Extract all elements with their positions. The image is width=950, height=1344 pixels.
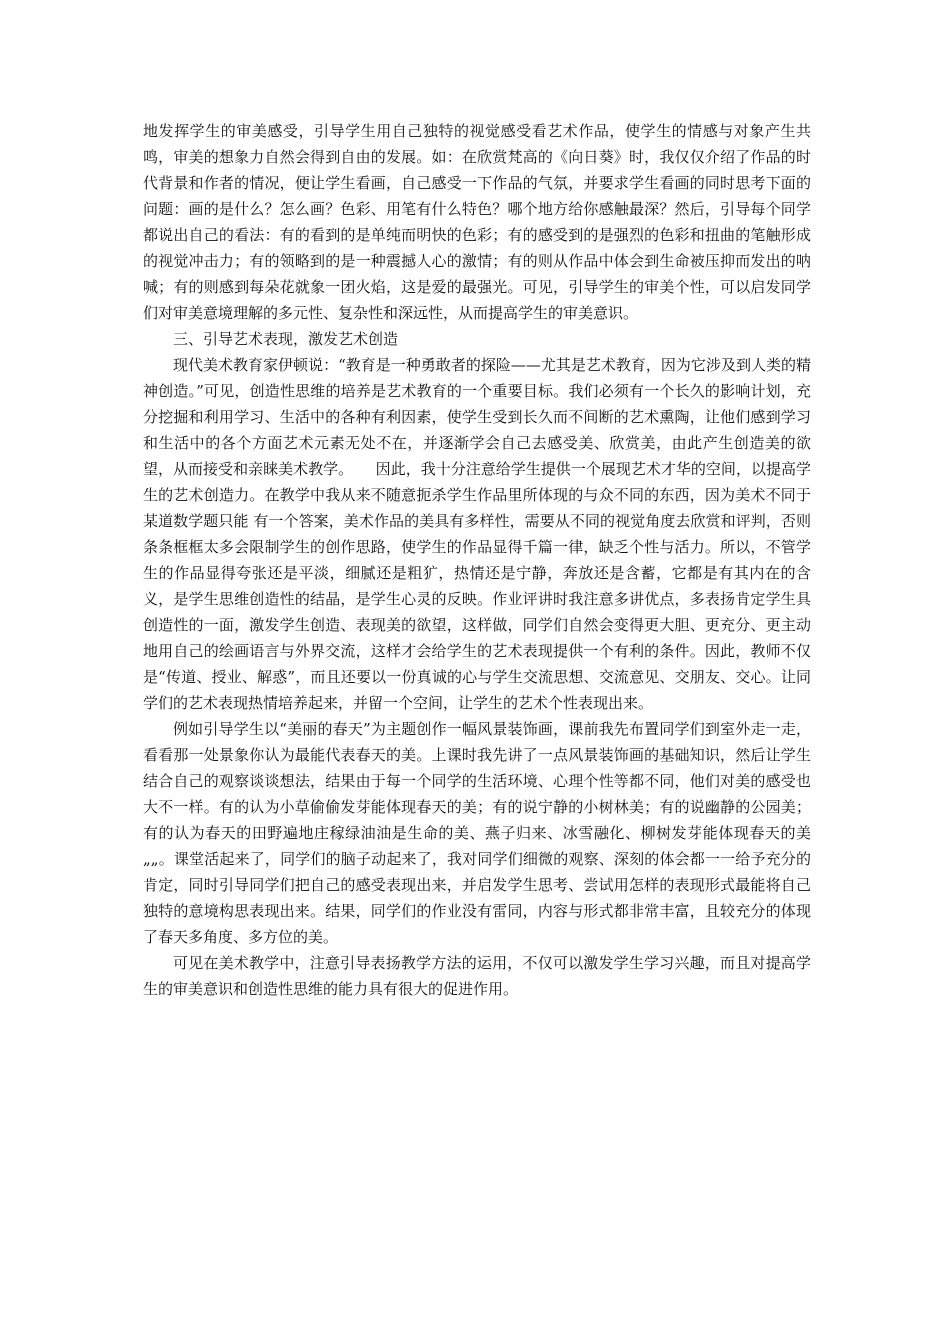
section-heading-art-expression: 三、引导艺术表现，激发艺术创造 [173,330,399,348]
document-body [143,118,811,1002]
paragraph-aesthetic-perception: 地发挥学生的审美感受，引导学生用自己独特的视觉感受看艺术作品，使学生的情感与对象产生共鸣，审美的想象力自然会得到自由的发展。如：在欣赏梵高的《向日葵》时，我仅仅介绍了作品的时代背景和作者的情况，便让学生看画，自己感受一下作品的气氛，并要求学生看画的同时思考下面的问题：画的是什么？怎么画？色彩、用笔有什么特色？哪个地方给你感触最深？然后，引导每个同学都说出自己的看法：有的看到的是单纯而明快的色彩；有的感受到的是强烈的色彩和扭曲的笔触形成的视觉冲击力；有的领略到的是一种震撼人心的激情；有的则从作品中体会到生命被压抑而发出的呐喊；有的则感到每朵花就象一团火焰，这是爱的最强光。可见，引导学生的审美个性，可以启发同学们对审美意境理解的多元性、复杂性和深远性，从而提高学生的审美意识。 [143,122,811,322]
paragraph-creative-thinking: 现代美术教育家伊顿说：“教育是一种勇敢者的探险——尤其是艺术教育，因为它涉及到人类的精神创造。”可见，创造性思维的培养是艺术教育的一个重要目标。我们必须有一个长久的影响计划，充分挖掘和利用学习、生活中的各种有利因素，使学生受到长久而不间断的艺术熏陶，让他们感到学习和生活中的各个方面艺术元素无处不在，并逐渐学会自己去感受美、欣赏美，由此产生创造美的欲望，从而接受和亲睐美术教学。 因此，我十分注意给学生提供一个展现艺术才华的空间，以提高学生的艺术创造力。在教学中我从来不随意扼杀学生作品里所体现的与众不同的东西，因为美术不同于某道数学题只能 有一个答案，美术作品的美具有多样性，需要从不同的视觉角度去欣赏和评判，否则条条框框太多会限制学生的创作思路，使学生的作品显得千篇一律，缺乏个性与活力。所以，不管学生的作品显得夸张还是平淡，细腻还是粗犷，热情还是宁静，奔放还是含蓄，它都是有其内在的含义，是学生思维创造性的结晶，是学生心灵的反映。作业评讲时我注意多讲优点，多表扬肯定学生具创造性的一面，激发学生创造、表现美的欲望，这样做，同学们自然会变得更大胆、更充分、更主动地用自己的绘画语言与外界交流，这样才会给学生的艺术表现提供一个有利的条件。因此，教师不仅是“传道、授业、解惑”，而且还要以一份真诚的心与学生交流思想、交流意见、交朋友、交心。让同学们的艺术表现热情培养起来，并留一个空间，让学生的艺术个性表现出来。 [143,356,811,712]
paragraph-conclusion: 可见在美术教学中，注意引导表扬教学方法的运用，不仅可以激发学生学习兴趣，而且对提高学生的审美意识和创造性思维的能力具有很大的促进作用。 [143,954,811,998]
paragraph-spring-example: 例如引导学生以“美丽的春天”为主题创作一幅风景装饰画，课前我先布置同学们到室外走一走，看看那一处景象你认为最能代表春天的美。上课时我先讲了一点风景装饰画的基础知识，然后让学生结合自己的观察谈谈想法，结果由于每一个同学的生活环境、心理个性等都不同，他们对美的感受也大不一样。有的认为小草偷偷发芽能体现春天的美；有的说宁静的小树林美；有的说幽静的公园美；有的认为春天的田野遍地庄稼绿油油是生命的美、燕子归来、冰雪融化、柳树发芽能体现春天的美„„。课堂活起来了，同学们的脑子动起来了，我对同学们细微的观察、深刻的体会都一一给予充分的肯定，同时引导同学们把自己的感受表现出来，并启发学生思考、尝试用怎样的表现形式最能将自己独特的意境构思表现出来。结果，同学们的作业没有雷同，内容与形式都非常丰富，且较充分的体现了春天多角度、多方位的美。 [143,720,811,946]
